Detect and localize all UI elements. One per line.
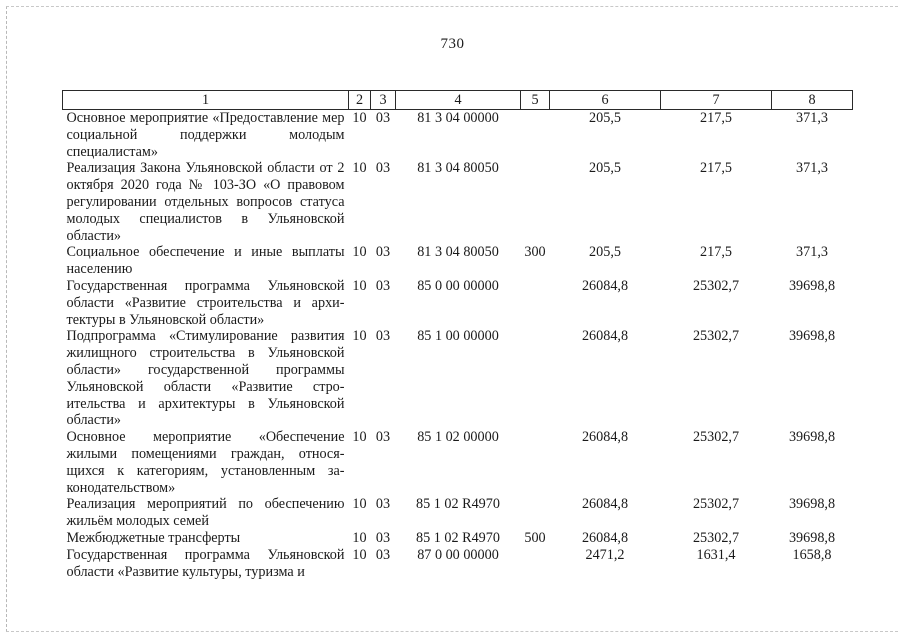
row-amount-col8: 371,3 bbox=[796, 244, 828, 261]
row-amount-col6: 26084,8 bbox=[581, 277, 629, 294]
row-name: Государственная программа Ульяновской области «Развитие культуры, туризма и bbox=[66, 546, 345, 580]
row-section: 10 bbox=[352, 244, 367, 261]
row-name: Государственная программа Ульяновской области «Развитие строительства и архитектуры в Ульяновской области» bbox=[66, 277, 345, 328]
row-amount-col8: 371,3 bbox=[796, 110, 828, 126]
row-subsection: 03 bbox=[375, 160, 391, 177]
row-expense-type bbox=[521, 429, 550, 496]
row-subsection: 03 bbox=[375, 546, 391, 563]
row-amount-col7: 217,5 bbox=[700, 244, 732, 261]
row-amount-col6: 205,5 bbox=[589, 110, 621, 126]
row-amount-col7: 25302,7 bbox=[692, 277, 740, 294]
column-header-3: 3 bbox=[371, 91, 396, 110]
row-name: Межбюджетные трансферты bbox=[66, 529, 241, 546]
row-amount-col6: 26084,8 bbox=[581, 328, 629, 345]
table-row bbox=[63, 328, 853, 429]
row-target-code: 85 1 02 R4970 bbox=[416, 496, 500, 513]
row-subsection: 03 bbox=[375, 244, 391, 261]
row-expense-type bbox=[521, 547, 550, 581]
row-target-code: 85 1 02 R4970 bbox=[416, 529, 500, 546]
table-row bbox=[63, 278, 853, 328]
row-expense-type bbox=[521, 496, 550, 530]
row-target-code: 85 0 00 00000 bbox=[417, 277, 499, 294]
row-target-code: 85 1 02 00000 bbox=[417, 429, 499, 446]
row-section: 10 bbox=[352, 529, 367, 546]
row-name: Основное мероприятие «Обеспечение жилыми помещениями граждан, относящихся к категориям, установленным законодательством» bbox=[66, 429, 345, 496]
row-amount-col8: 39698,8 bbox=[788, 277, 836, 294]
row-section: 10 bbox=[352, 328, 367, 345]
row-subsection: 03 bbox=[375, 110, 391, 126]
row-amount-col7: 1631,4 bbox=[696, 546, 736, 563]
table-row bbox=[63, 244, 853, 278]
row-name: Основное мероприятие «Предоставление мер социальной поддержки молодым специалистам» bbox=[66, 110, 345, 160]
row-name: Социальное обеспечение и иные выплаты населению bbox=[66, 244, 345, 278]
table-row bbox=[63, 547, 853, 581]
row-amount-col7: 25302,7 bbox=[692, 496, 740, 513]
row-subsection: 03 bbox=[375, 496, 391, 513]
row-expense-type bbox=[521, 110, 550, 161]
table-row bbox=[63, 160, 853, 244]
row-amount-col6: 26084,8 bbox=[581, 496, 629, 513]
row-section: 10 bbox=[352, 496, 367, 513]
column-header-8: 8 bbox=[772, 91, 853, 110]
row-expense-type bbox=[521, 278, 550, 328]
row-amount-col7: 217,5 bbox=[700, 110, 732, 126]
column-header-7: 7 bbox=[661, 91, 772, 110]
column-header-4: 4 bbox=[396, 91, 521, 110]
row-section: 10 bbox=[352, 277, 367, 294]
table-row bbox=[63, 110, 853, 161]
row-amount-col7: 25302,7 bbox=[692, 429, 740, 446]
row-subsection: 03 bbox=[375, 328, 391, 345]
row-amount-col6: 26084,8 bbox=[581, 429, 629, 446]
row-expense-type: 500 bbox=[524, 529, 546, 546]
row-amount-col6: 2471,2 bbox=[585, 546, 625, 563]
page-number: 730 bbox=[440, 36, 465, 52]
row-amount-col8: 39698,8 bbox=[788, 429, 836, 446]
row-name: Реализация Закона Ульяновской области от 2 октября 2020 года № 103-ЗО «О правовом регулировании отдельных вопросов статуса молодых специалистов в Ульяновской области» bbox=[66, 160, 345, 244]
column-header-5: 5 bbox=[521, 91, 550, 110]
table-header-row bbox=[63, 91, 853, 110]
row-expense-type bbox=[521, 328, 550, 429]
row-section: 10 bbox=[352, 429, 367, 446]
row-subsection: 03 bbox=[375, 429, 391, 446]
row-subsection: 03 bbox=[375, 529, 391, 546]
row-name: Подпрограмма «Стимулирование развития жилищного строительства в Ульяновской области» государственной программы Ульяновской области «Развитие строительства и архитектуры в Ульяновской области» bbox=[66, 328, 345, 429]
table-row bbox=[63, 530, 853, 547]
row-target-code: 87 0 00 00000 bbox=[417, 546, 499, 563]
row-section: 10 bbox=[352, 546, 367, 563]
column-header-1: 1 bbox=[63, 91, 349, 110]
row-amount-col7: 25302,7 bbox=[692, 529, 740, 546]
row-amount-col6: 205,5 bbox=[589, 160, 621, 177]
row-expense-type: 300 bbox=[524, 244, 546, 261]
column-header-2: 2 bbox=[349, 91, 371, 110]
row-amount-col8: 39698,8 bbox=[788, 529, 836, 546]
row-amount-col8: 39698,8 bbox=[788, 496, 836, 513]
row-expense-type bbox=[521, 160, 550, 244]
row-amount-col7: 25302,7 bbox=[692, 328, 740, 345]
row-section: 10 bbox=[352, 160, 367, 177]
row-target-code: 85 1 00 00000 bbox=[417, 328, 499, 345]
row-subsection: 03 bbox=[375, 277, 391, 294]
row-amount-col8: 1658,8 bbox=[792, 546, 832, 563]
row-target-code: 81 3 04 80050 bbox=[417, 244, 499, 261]
row-section: 10 bbox=[352, 110, 367, 126]
row-target-code: 81 3 04 80050 bbox=[417, 160, 499, 177]
table-row bbox=[63, 429, 853, 496]
row-amount-col7: 217,5 bbox=[700, 160, 732, 177]
budget-table bbox=[62, 90, 853, 580]
table-row bbox=[63, 496, 853, 530]
row-amount-col8: 371,3 bbox=[796, 160, 828, 177]
row-amount-col8: 39698,8 bbox=[788, 328, 836, 345]
row-amount-col6: 205,5 bbox=[589, 244, 621, 261]
row-target-code: 81 3 04 00000 bbox=[417, 110, 499, 126]
row-amount-col6: 26084,8 bbox=[581, 529, 629, 546]
row-name: Реализация мероприятий по обеспечению жильём молодых семей bbox=[66, 496, 345, 530]
column-header-6: 6 bbox=[550, 91, 661, 110]
